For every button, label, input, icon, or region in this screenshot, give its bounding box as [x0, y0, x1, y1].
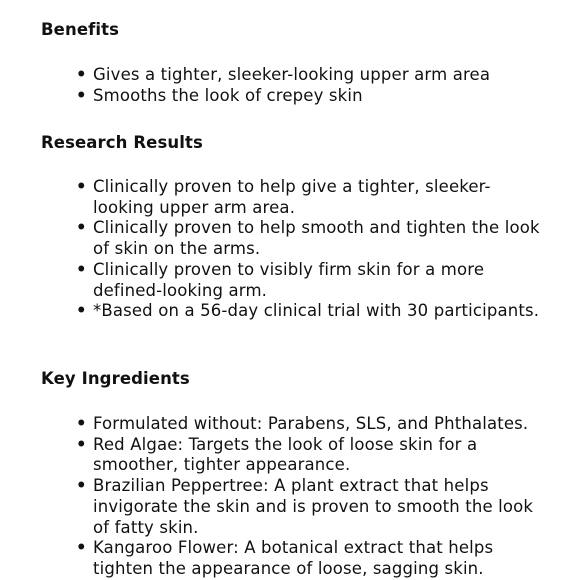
- list-item-text: Clinically proven to help smooth and tighten the look of skin on the arms.: [93, 218, 540, 259]
- ingredients-heading: Key Ingredients: [41, 369, 190, 388]
- research-list: [76, 177, 546, 322]
- ingredients-list: [76, 414, 546, 580]
- bullet-icon: •: [76, 259, 87, 279]
- benefits-heading: Benefits: [41, 20, 120, 39]
- list-item: [76, 538, 546, 579]
- bullet-icon: •: [76, 85, 87, 105]
- list-item: [76, 177, 546, 218]
- list-item: [76, 301, 546, 322]
- benefits-list: [76, 65, 546, 106]
- list-item: [76, 218, 546, 259]
- research-section: [41, 133, 561, 321]
- bullet-icon: •: [76, 218, 87, 238]
- list-item: [76, 435, 546, 476]
- list-item-text: Brazilian Peppertree: A plant extract that helps invigorate the skin and is proven to smooth the look of fatty skin.: [93, 476, 534, 537]
- bullet-icon: •: [76, 538, 87, 558]
- list-item-text: Kangaroo Flower: A botanical extract that helps tighten the appearance of loose, sagging skin.: [93, 538, 494, 578]
- list-item: [76, 260, 546, 301]
- bullet-icon: •: [76, 177, 87, 196]
- bullet-icon: •: [76, 65, 87, 84]
- list-item-text: Smooths the look of crepey skin: [93, 85, 363, 105]
- bullet-icon: •: [76, 301, 87, 321]
- list-item: [76, 476, 546, 538]
- list-item-text: Gives a tighter, sleeker-looking upper arm area: [93, 65, 491, 84]
- bullet-icon: •: [76, 434, 87, 454]
- list-item: [76, 414, 546, 435]
- list-item-text: Red Algae: Targets the look of loose skin for a smoother, tighter appearance.: [93, 434, 478, 475]
- list-item: [76, 65, 546, 86]
- bullet-icon: •: [76, 414, 87, 433]
- list-item-text: Clinically proven to help give a tighter, sleeker-looking upper arm area.: [93, 177, 491, 217]
- list-item-text: *Based on a 56-day clinical trial with 30 participants.: [93, 301, 540, 321]
- list-item-text: Clinically proven to visibly firm skin for a more defined-looking arm.: [93, 259, 485, 300]
- list-item-text: Formulated without: Parabens, SLS, and Phthalates.: [93, 414, 529, 433]
- benefits-section: [41, 20, 561, 105]
- ingredients-section: [41, 369, 561, 578]
- bullet-icon: •: [76, 476, 87, 496]
- list-item: [76, 86, 546, 107]
- research-heading: Research Results: [41, 133, 203, 152]
